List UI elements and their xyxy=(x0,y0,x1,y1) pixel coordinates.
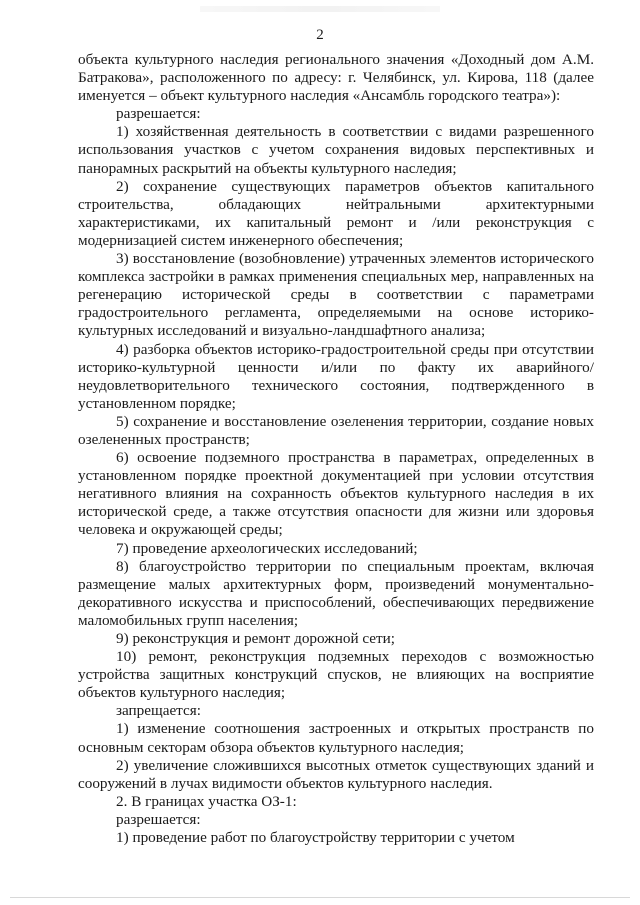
paragraph: разрешается: xyxy=(116,810,201,828)
paragraph: 2) сохранение существующих параметров объектов капитального строительства, обладающих нейтральными архитектурными характеристиками, их капитальный ремонт и /или реконструкция с модернизацией систем инженерного обеспечения; xyxy=(78,177,594,249)
paragraph: 8) благоустройство территории по специальным проектам, включая размещение малых архитектурных форм, произведений монументально-декоративного искусства и приспособлений, обеспечивающих передвижение маломобильных групп населения; xyxy=(78,557,594,629)
paragraph: 9) реконструкция и ремонт дорожной сети; xyxy=(116,630,396,647)
paragraph: 3) восстановление (возобновление) утраченных элементов исторического комплекса застройки в рамках применения специальных мер, направленных на регенерацию исторической среды в соответствии с параметрами градостроительного регламента, определяемыми на основе историко-культурных исследований и визуально-ландшафтного анализа; xyxy=(78,250,594,340)
paragraph: 2) увеличение сложившихся высотных отметок существующих зданий и сооружений в лучах видимости объектов культурного наследия. xyxy=(78,756,594,792)
paragraph: разрешается: xyxy=(116,105,201,123)
page-number: 2 xyxy=(316,27,324,43)
paragraph: 2. В границах участка ОЗ-1: xyxy=(116,792,297,810)
paragraph: 4) разборка объектов историко-градостроительной среды при отсутствии историко-культурной ценности и/или по факту их аварийного/неудовлетворительного технического состояния, подтвержденного в установленном порядке; xyxy=(78,340,594,412)
paragraph: объекта культурного наследия регионального значения «Доходный дом А.М. Батракова», расположенного по адресу: г. Челябинск, ул. Кирова, 118 (далее именуется – объект культурного наследия «Ансамбль городского театра»): xyxy=(78,51,594,105)
paragraph: 1) проведение работ по благоустройству территории с учетом xyxy=(116,829,515,847)
paragraph: 10) ремонт, реконструкция подземных переходов с возможностью устройства защитных конструкций спусков, не влияющих на восприятие объектов культурного наследия; xyxy=(78,648,594,702)
paragraph: 7) проведение археологических исследований; xyxy=(116,539,418,557)
paragraph: 1) хозяйственная деятельность в соответствии с видами разрешенного использования участков с учетом сохранения видовых перспективных и панорамных раскрытий на объекты культурного наследия; xyxy=(78,123,594,177)
scan-artifact xyxy=(200,6,440,12)
paragraph: запрещается: xyxy=(116,702,201,720)
paragraph: 1) изменение соотношения застроенных и открытых пространств по основным секторам обзора объектов культурного наследия; xyxy=(78,720,594,756)
scan-edge xyxy=(10,897,630,898)
paragraph: 5) сохранение и восстановление озеленения территории, создание новых озелененных пространств; xyxy=(78,412,594,448)
document-body xyxy=(78,51,594,847)
paragraph: 6) освоение подземного пространства в параметрах, определенных в установленном порядке проектной документацией при условии отсутствия негативного влияния на сохранность объектов культурного наследия в их исторической среде, а также отсутствия опасности для жизни или здоровья человека и окружающей среды; xyxy=(78,449,594,539)
